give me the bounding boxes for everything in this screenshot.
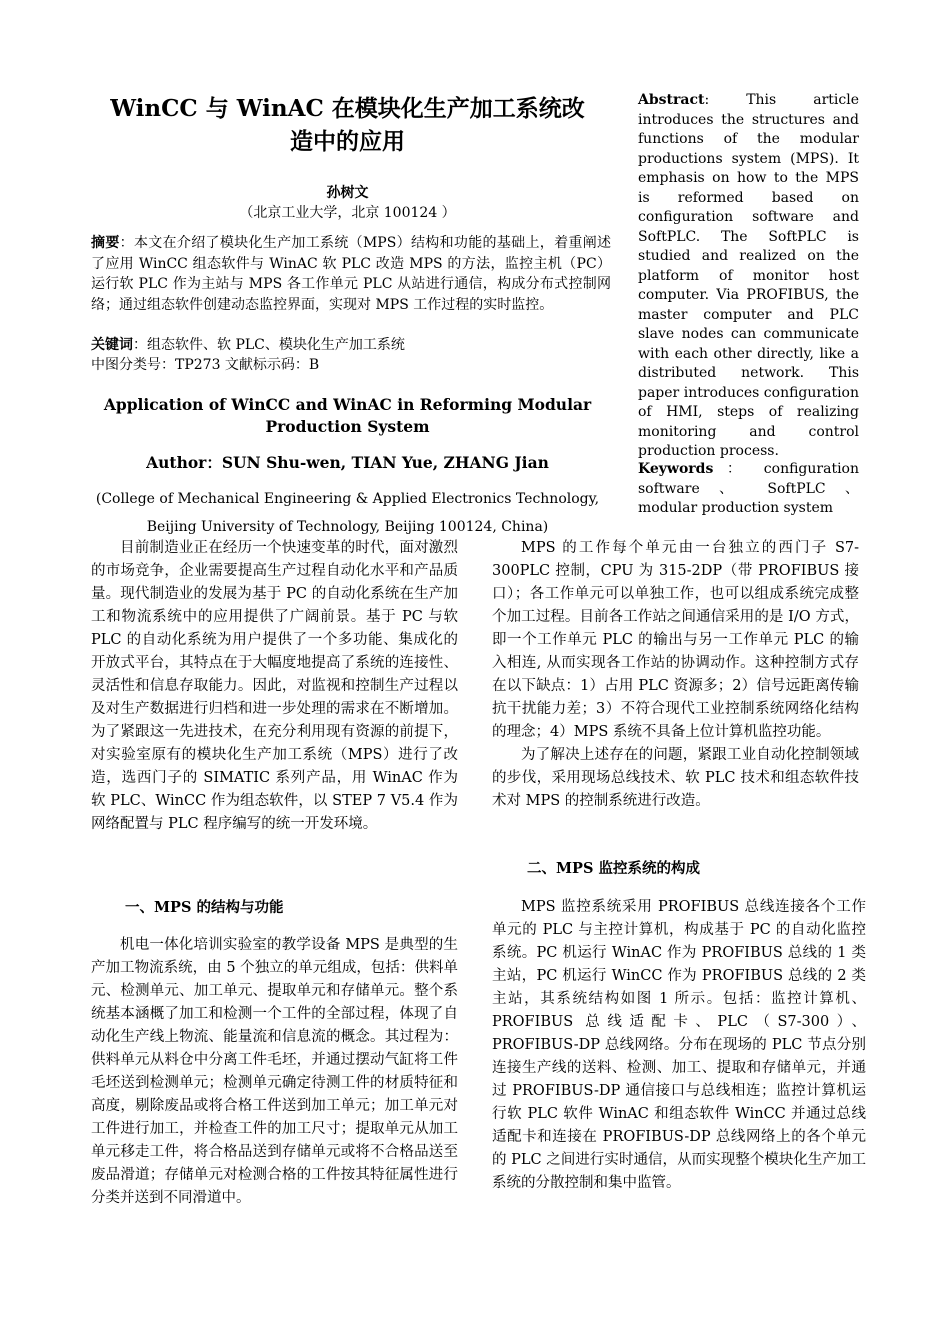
classification-cn: 中图分类号：TP273 文献标示码：B [91, 357, 320, 373]
keywords-en-text: ： configuration software 、 SoftPLC 、 modular production system [638, 461, 859, 516]
abstract-cn-label: 摘要 [91, 235, 120, 251]
section2-heading: 二、MPS 监控系统的构成 [527, 860, 700, 877]
intro-paragraph: 目前制造业正在经历一个快速变革的时代，面对激烈的市场竞争，企业需要提高生产过程自动化水平和产品质量。现代制造业的发展为基于 PC 的自动化系统在生产加工和物流系统中的应用提供了广阔前景。基于 PC 与软 PLC 的自动化系统为用户提供了一个多功能、集成化的开放式平台，其特点在于大幅度地提高了系统的连接性、灵活性和信息存取能力。因此，对监视和控制生产过程以及对生产数据进行归档和进一步处理的需求在不断增加。为了紧跟这一先进技术，在充分利用现有资源的前提下，对实验室原有的模块化生产加工系统（MPS）进行了改造，选西门子的 SIMATIC 系列产品，用 WinAC 作为软 PLC、WinCC 作为组态软件，以 STEP 7 V5.4 作为网络配置与 PLC 程序编写的统一开发环境。 [91, 540, 458, 832]
section2-paragraph: MPS 监控系统采用 PROFIBUS 总线连接各个工作单元的 PLC 与主控计算机，构成基于 PC 的自动化监控系统。PC 机运行 WinAC 作为 PROFIBUS 总线的 1 类主站，PC 机运行 WinCC 作为 PROFIBUS 总线的 2 类主站，其系统结构如图 1 所示。包括：监控计算机、PROFIBUS 总线适配卡、PLC（S7-300）、PROFIBUS-DP 总线网络。分布在现场的 PLC 节点分别连接生产线的送料、检测、加工、提取和存储单元，并通过 PROFIBUS-DP 通信接口与总线相连；监控计算机运行软 PLC 软件 WinAC 和组态软件 WinCC 并通过总线适配卡和连接在 PROFIBUS-DP 总线网络上的各个单元的 PLC 之间进行实时通信，从而实现整个模块化生产加工系统的分散控制和集中监管。 [492, 899, 866, 1191]
body-left-section1 [91, 934, 458, 1210]
section1-paragraph: 机电一体化培训实验室的教学设备 MPS 是典型的生产加工物流系统，由 5 个独立的单元组成，包括：供料单元、检测单元、加工单元、提取单元和存储单元。整个系统基本涵概了加工和检测一个工件的全部过程，体现了自动化生产线上物流、能量流和信息流的概念。其过程为：供料单元从料仓中分离工件毛坯，并通过摆动气缸将工件毛坯送到检测单元；检测单元确定待测工件的材质特征和高度，剔除废品或将合格工件送到加工单元；加工单元对工件进行加工，并检查工件的加工尺寸；提取单元从加工单元移走工件，将合格品送到存储单元或将不合格品送至废品滑道；存储单元对检测合格的工件按其特征属性进行分类并送到不同滑道中。 [91, 937, 458, 1206]
body-left-intro [91, 537, 458, 836]
body-right-section2 [492, 896, 866, 1195]
right-paragraph-1: MPS 的工作每个单元由一台独立的西门子 S7-300PLC 控制，CPU 为 315-2DP（带 PROFIBUS 接口）；各工作单元可以单独工作，也可以组成系统完成整个加工过程。目前各工作站之间通信采用的是 I/O 方式，即一个工作单元 PLC 的输出与另一工作单元 PLC 的输入相连, 从而实现各工作站的协调动作。这种控制方式存在以下缺点：1）占用 PLC 资源多；2）信号远距离传输抗干扰能力差；3）不符合现代工业控制系统网络化结构的理念；4）MPS 系统不具备上位计算机监控功能。 [492, 540, 859, 740]
body-right-top [492, 537, 859, 813]
author-cn: 孙树文 [326, 185, 369, 201]
paper-title-en: Application of WinCC and WinAC in Reforming Modular Production System [103, 395, 592, 436]
author-en: Author：SUN Shu-wen, TIAN Yue, ZHANG Jian [146, 453, 549, 472]
keywords-cn-text: ：组态软件、软 PLC、模块化生产加工系统 [133, 337, 405, 353]
paper-title-cn [90, 92, 605, 158]
keywords-en [638, 460, 859, 519]
keywords-cn [91, 335, 611, 355]
affiliation-en [90, 485, 605, 541]
abstract-en-label: Abstract [638, 92, 705, 108]
abstract-en [638, 91, 859, 462]
paper-title-cn-line1: WinCC 与 WinAC 在模块化生产加工系统改 [110, 95, 585, 122]
affiliation-en-line1: (College of Mechanical Engineering & Applied Electronics Technology, [95, 491, 600, 507]
affiliation-cn: （北京工业大学，北京 100124 ） [239, 205, 456, 221]
abstract-cn-text: ：本文在介绍了模块化生产加工系统（MPS）结构和功能的基础上，着重阐述了应用 WinCC 组态软件与 WinAC 软 PLC 改造 MPS 的方法，监控主机（PC）运行软 PLC 作为主站与 MPS 各工作单元 PLC 从站进行通信，构成分布式控制网络；通过组态软件创建动态监控界面，实现对 MPS 工作过程的实时监控。 [91, 235, 612, 313]
section1-heading: 一、MPS 的结构与功能 [125, 899, 284, 916]
affiliation-en-line2: Beijing University of Technology, Beijing 100124, China) [146, 519, 549, 535]
right-paragraph-2: 为了解决上述存在的问题，紧跟工业自动化控制领域的步伐，采用现场总线技术、软 PLC 技术和组态软件技术对 MPS 的控制系统进行改造。 [492, 747, 859, 809]
keywords-cn-label: 关键词 [91, 337, 133, 353]
keywords-en-label: Keywords [638, 461, 714, 477]
paper-title-cn-line2: 造中的应用 [290, 128, 405, 155]
abstract-en-text: : This article introduces the structures and functions of the modular productions system (MPS). It emphasis on how to the MPS is reformed based on configuration software and SoftPLC. The SoftPLC is studied and realized on the platform of monitor host computer. Via PROFIBUS, the master computer and PLC slave nodes can communicate with each other directly, like a distributed network. This paper introduces configuration of HMI, steps of realizing monitoring and control production process. [638, 92, 859, 459]
abstract-cn [91, 233, 611, 315]
